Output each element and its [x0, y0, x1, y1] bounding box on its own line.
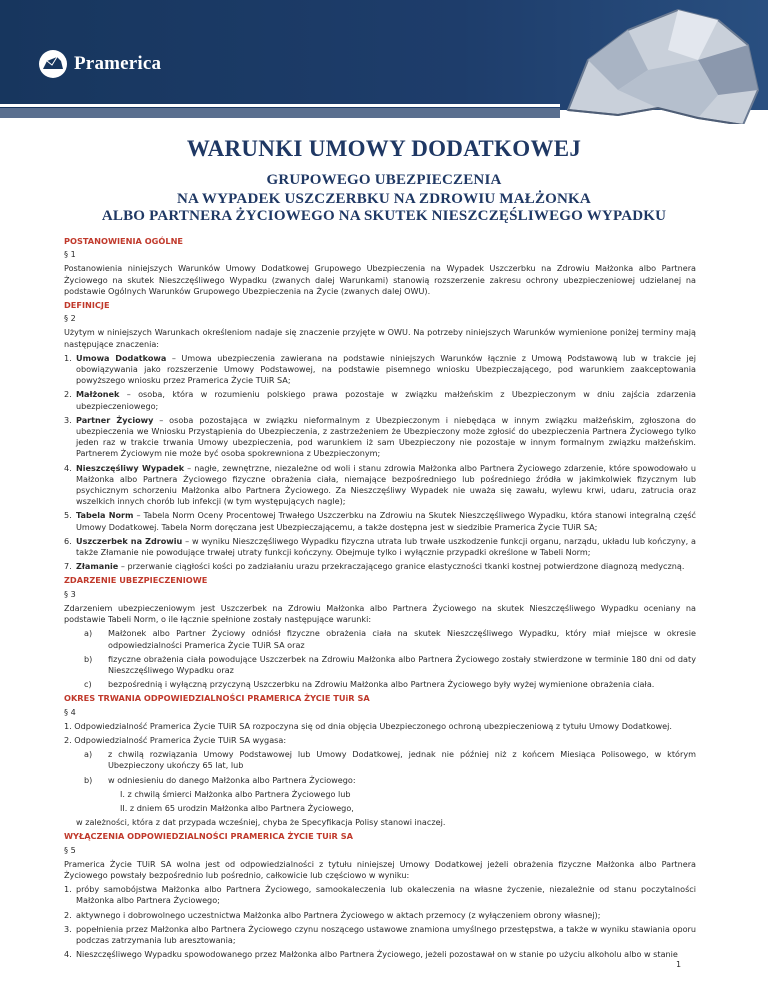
item-number: 2. [64, 389, 72, 400]
list-item [64, 910, 696, 921]
list-item [64, 463, 696, 508]
section-heading-definitions: DEFINICJE [64, 300, 110, 311]
roman-item: II. z dniem 65 urodzin Małżonka albo Partnera Życiowego, [120, 802, 354, 813]
paragraph-text: Zdarzeniem ubezpieczeniowym jest Uszczerbek na Zdrowiu Małżonka albo Partnera Życiowego na skutek Nieszczęśliwego Wypadku oceniany na podstawie Tabeli Norm, o ile łącznie spełnione zostały następujące warunki: [64, 602, 696, 625]
section-heading-liability-period: OKRES TRWANIA ODPOWIEDZIALNOŚCI PRAMERICA ŻYCIE TUiR SA [64, 693, 370, 704]
brand-name: Pramerica [74, 53, 162, 74]
document-title-block [0, 136, 768, 225]
item-number: 3. [64, 923, 72, 934]
item-letter: a) [84, 749, 93, 760]
item-text: popełnienia przez Małżonka albo Partnera Życiowego czynu noszącego ustawowe znamiona umyślnego przestępstwa, a także w wyniku stawiania oporu podczas zatrzymania lub aresztowania; [76, 923, 696, 945]
document-subtitle-1: GRUPOWEGO UBEZPIECZENIA [266, 172, 502, 188]
document-subtitle-2: NA WYPADEK USZCZERBKU NA ZDROWIU MAŁŻONKA [177, 191, 591, 207]
definition-term: Nieszczęśliwy Wypadek [76, 462, 185, 473]
paragraph-text: 1. Odpowiedzialność Pramerica Życie TUiR SA rozpoczyna się od dnia objęcia Ubezpieczonego ochroną ubezpieczeniową z tytułu Umowy Dodatkowej. [64, 720, 672, 731]
definition-text: – w wyniku Nieszczęśliwego Wypadku fizyczna utrata lub trwałe uszkodzenie funkcji organu, narządu, układu lub kończyny, a także Złamanie nie powodujące trwałej utraty funkcji kończyny. Obejmuje tylko i wyłącznie przypadki określone w Tabeli Norm; [76, 535, 697, 558]
list-item [64, 654, 696, 676]
item-text: aktywnego i dobrowolnego uczestnictwa Małżonka albo Partnera Życiowego w aktach przemocy (z wyłączeniem obrony własnej); [76, 909, 601, 920]
item-text: próby samobójstwa Małżonka albo Partnera Życiowego, samookaleczenia lub okaleczenia na własne życzenie, niezależnie od stanu poczytalności Małżonka albo Partnera Życiowego; [76, 884, 696, 906]
item-text: z chwilą rozwiązania Umowy Podstawowej lub Umowy Dodatkowej, jednak nie później niż z końcem Miesiąca Polisowego, w którym Ubezpieczony ukończy 65 lat, lub [108, 749, 696, 771]
conditions-list [64, 628, 696, 690]
rock-logo-icon [38, 49, 68, 79]
definition-text: – osoba pozostająca w związku nieformalnym z Ubezpieczonym i niebędąca w innym związku małżeńskim, zgłoszona do ubezpieczenia we Wniosku Przystąpienia do Ubezpieczenia, z zastrzeżeniem że Ubezpieczony może zgłosić do ubezpieczenia Partnera Życiowego tylko jeden raz w trakcie trwania Umowy ubezpieczenia, pod warunkiem iż sam Ubezpieczony nie pozostaje w innym formalnym związku małżeńskim. Partnerem Życiowym nie może być osoba spokrewniona z Ubezpieczonym; [76, 414, 696, 459]
definition-text: – nagłe, zewnętrzne, niezależne od woli i stanu zdrowia Małżonka albo Partnera Życiowego zdarzenie, które spowodowało u Małżonka albo Partnera Życiowego fizyczne obrażenia ciała, niemające bezpośredniego lub pośredniego źródła w jakimkolwiek fizycznym lub psychicznym schorzeniu Małżonka albo Partnera Życiowego. Za Nieszczęśliwy Wypadek nie uważa się zawału, wylewu krwi, udaru, zatrucia oraz wszelkich innych chorób lub infekcji (w tym występujących nagle); [76, 462, 696, 507]
definition-term: Tabela Norm [76, 510, 134, 521]
section-heading-insured-event: ZDARZENIE UBEZPIECZENIOWE [64, 575, 208, 586]
item-number: 3. [64, 414, 72, 425]
document-subtitle-3: ALBO PARTNERA ŻYCIOWEGO NA SKUTEK NIESZCZĘŚLIWEGO WYPADKU [101, 208, 667, 224]
item-letter: c) [84, 679, 92, 690]
definitions-list [64, 353, 696, 573]
paragraph-text: Pramerica Życie TUiR SA wolna jest od odpowiedzialności z tytułu niniejszej Umowy Dodatkowej jeżeli obrażenia fizyczne Małżonka albo Partnera Życiowego powstały bezpośrednio lub pośrednio, całkowicie lub częściowo w wyniku: [64, 858, 696, 880]
paragraph-number: § 1 [64, 249, 76, 260]
list-item [64, 884, 696, 906]
definition-text: – Umowa ubezpieczenia zawierana na podstawie niniejszych Warunków łącznie z Umową Podstawową lub w trakcie jej obowiązywania jako rozszerzenie Umowy Podstawowej, na podstawie pisemnego wniosku Ubezpieczającego, pod warunkiem zaakceptowania powyższego wniosku przez Pramerica Życie TUiR SA; [76, 352, 696, 386]
definition-term: Małżonek [76, 389, 120, 400]
item-letter: b) [84, 653, 93, 664]
list-item [64, 415, 696, 460]
list-item [64, 628, 696, 650]
brand-logo [38, 49, 161, 79]
item-number: 6. [64, 535, 72, 546]
definition-term: Partner Życiowy [76, 414, 154, 425]
paragraph-text: Użytym w niniejszych Warunkach określeniom nadaje się znaczenie przyjęte w OWU. Na potrzeby niniejszych Warunków wymienione poniżej terminy mają następujące znaczenia: [64, 327, 696, 349]
definition-term: Złamanie [76, 561, 119, 572]
item-text: Nieszczęśliwego Wypadku spowodowanego przez Małżonka albo Partnera Życiowego, jeżeli pozostawał on w stanie po użyciu alkoholu albo w stanie [76, 949, 678, 960]
paragraph-text: 2. Odpowiedzialność Pramerica Życie TUiR SA wygasa: [64, 734, 287, 745]
list-item [64, 775, 696, 786]
definition-term: Uszczerbek na Zdrowiu [76, 535, 183, 546]
item-text: w odniesieniu do danego Małżonka albo Partnera Życiowego: [108, 774, 356, 785]
document-title: WARUNKI UMOWY DODATKOWEJ [186, 136, 582, 161]
paragraph-number: § 2 [64, 313, 76, 324]
item-number: 5. [64, 510, 72, 521]
list-item [64, 536, 696, 558]
paragraph-number: § 3 [64, 588, 76, 599]
paragraph-number: § 4 [64, 706, 76, 717]
definition-term: Umowa Dodatkowa [76, 352, 167, 363]
page-number: 1 [676, 960, 682, 969]
item-number: 7. [64, 561, 72, 572]
list-item [64, 949, 696, 960]
rock-illustration-icon [548, 0, 768, 124]
definition-text: – przerwanie ciągłości kości po zadziałaniu urazu przekraczającego granice elastyczności tkanki kostnej potwierdzone diagnozą medyczną. [118, 561, 685, 572]
definition-text: – osoba, która w rozumieniu polskiego prawa pozostaje w związku małżeńskim z Ubezpieczonym w dniu zajścia zdarzenia ubezpieczeniowego; [76, 389, 696, 411]
item-number: 1. [64, 884, 72, 895]
paragraph-number: § 5 [64, 844, 76, 855]
document-body [64, 236, 696, 963]
header-stripe [0, 108, 560, 118]
item-number: 2. [64, 909, 72, 920]
list-item [64, 924, 696, 946]
list-item [64, 749, 696, 771]
item-number: 4. [64, 462, 72, 473]
roman-item: I. z chwilą śmierci Małżonka albo Partnera Życiowego lub [120, 788, 351, 799]
exclusions-list [64, 884, 696, 960]
item-number: 1. [64, 352, 72, 363]
list-item [64, 679, 696, 690]
item-letter: a) [84, 628, 93, 639]
item-text: bezpośrednią i wyłączną przyczyną Uszczerbku na Zdrowiu Małżonka albo Partnera Życiowego były wyżej wymienione obrażenia ciała. [108, 679, 655, 690]
list-item [64, 561, 696, 572]
list-item [64, 353, 696, 387]
header-divider [0, 104, 560, 107]
section-heading-exclusions: WYŁĄCZENIA ODPOWIEDZIALNOŚCI PRAMERICA ŻYCIE TUiR SA [64, 831, 353, 842]
paragraph-text: Postanowienia niniejszych Warunków Umowy Dodatkowej Grupowego Ubezpieczenia na Wypadek Uszczerbku na Zdrowiu Małżonka albo Partnera Życiowego na skutek Nieszczęśliwego Wypadku (zwanych dalej Warunkami) stanowią rozszerzenie zakresu ochrony ubezpieczeniowej udzielanej na podstawie Ogólnych Warunków Grupowego Ubezpieczenia na Życie (zwanych dalej OWU). [64, 263, 696, 296]
list-item [64, 510, 696, 532]
item-number: 4. [64, 949, 72, 960]
item-letter: b) [84, 774, 93, 785]
list-item [64, 389, 696, 411]
definition-text: – Tabela Norm Oceny Procentowej Trwałego Uszczerbku na Zdrowiu na Skutek Nieszczęśliwego Wypadku, która stanowi integralną część Umowy Dodatkowej. Tabela Norm doręczana jest Ubezpieczającemu, a także dostępna jest w siedzibie Pramerica Życie TUiR SA; [76, 510, 696, 532]
paragraph-text: w zależności, która z dat przypada wcześniej, chyba że Specyfikacja Polisy stanowi inaczej. [76, 817, 446, 828]
item-text: Małżonek albo Partner Życiowy odniósł fizyczne obrażenia ciała na skutek Nieszczęśliwego Wypadku, który miał miejsce w okresie odpowiedzialności Pramerica Życie TUiR SA oraz [108, 628, 696, 650]
item-text: fizyczne obrażenia ciała powodujące Uszczerbek na Zdrowiu Małżonka albo Partnera Życiowego zostały stwierdzone w terminie 180 dni od daty Nieszczęśliwego Wypadku oraz [108, 653, 696, 675]
section-heading-general: POSTANOWIENIA OGÓLNE [64, 236, 184, 246]
header-band [0, 0, 768, 124]
